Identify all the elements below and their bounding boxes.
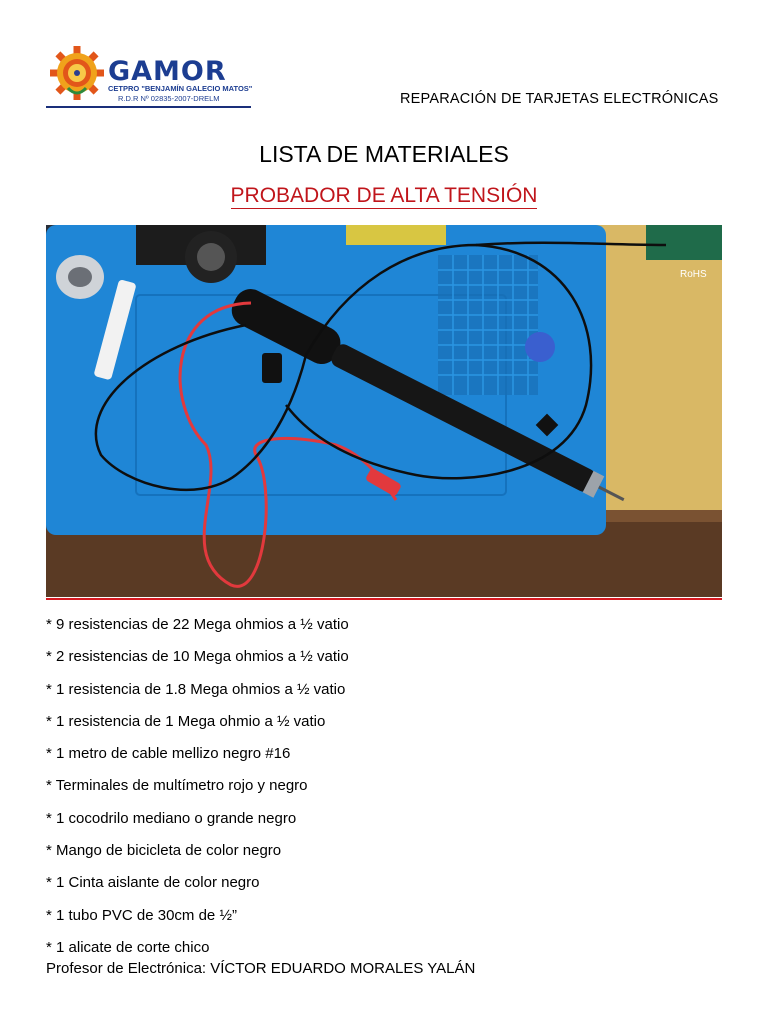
logo-institution: CETPRO "BENJAMÍN GALECIO MATOS" [108, 84, 253, 93]
professor-credit: Profesor de Electrónica: VÍCTOR EDUARDO MORALES YALÁN [46, 960, 476, 977]
list-item: * 1 cocodrilo mediano o grande negro [46, 809, 297, 827]
rohs-label: RoHS [680, 269, 707, 280]
list-item: * 2 resistencias de 10 Mega ohmios a ½ vatio [46, 648, 349, 666]
list-item: * 1 alicate de corte chico [46, 938, 210, 956]
list-item: * 1 metro de cable mellizo negro #16 [46, 745, 291, 763]
list-item: * 1 Cinta aislante de color negro [46, 874, 260, 892]
page-title: LISTA DE MATERIALES [259, 141, 509, 167]
logo-underline [46, 106, 251, 108]
list-item: * 1 resistencia de 1 Mega ohmio a ½ vatio [46, 712, 326, 730]
logo-name: GAMOR [108, 56, 227, 87]
high-voltage-probe-photo [46, 225, 722, 597]
list-item: * Terminales de multímetro rojo y negro [46, 777, 308, 795]
logo-resolution: R.D.R Nº 02835-2007-DRELM [118, 94, 220, 103]
page-subtitle [0, 184, 768, 208]
materials-list [46, 612, 349, 967]
course-header: REPARACIÓN DE TARJETAS ELECTRÓNICAS [400, 91, 719, 107]
list-item: * Mango de bicicleta de color negro [46, 842, 282, 860]
list-item: * 9 resistencias de 22 Mega ohmios a ½ vatio [46, 616, 349, 633]
list-item: * 1 tubo PVC de 30cm de ½” [46, 906, 237, 924]
list-item: * 1 resistencia de 1.8 Mega ohmios a ½ vatio [46, 680, 346, 698]
photo-divider [46, 598, 722, 600]
subtitle-text: PROBADOR DE ALTA TENSIÓN [230, 184, 538, 207]
